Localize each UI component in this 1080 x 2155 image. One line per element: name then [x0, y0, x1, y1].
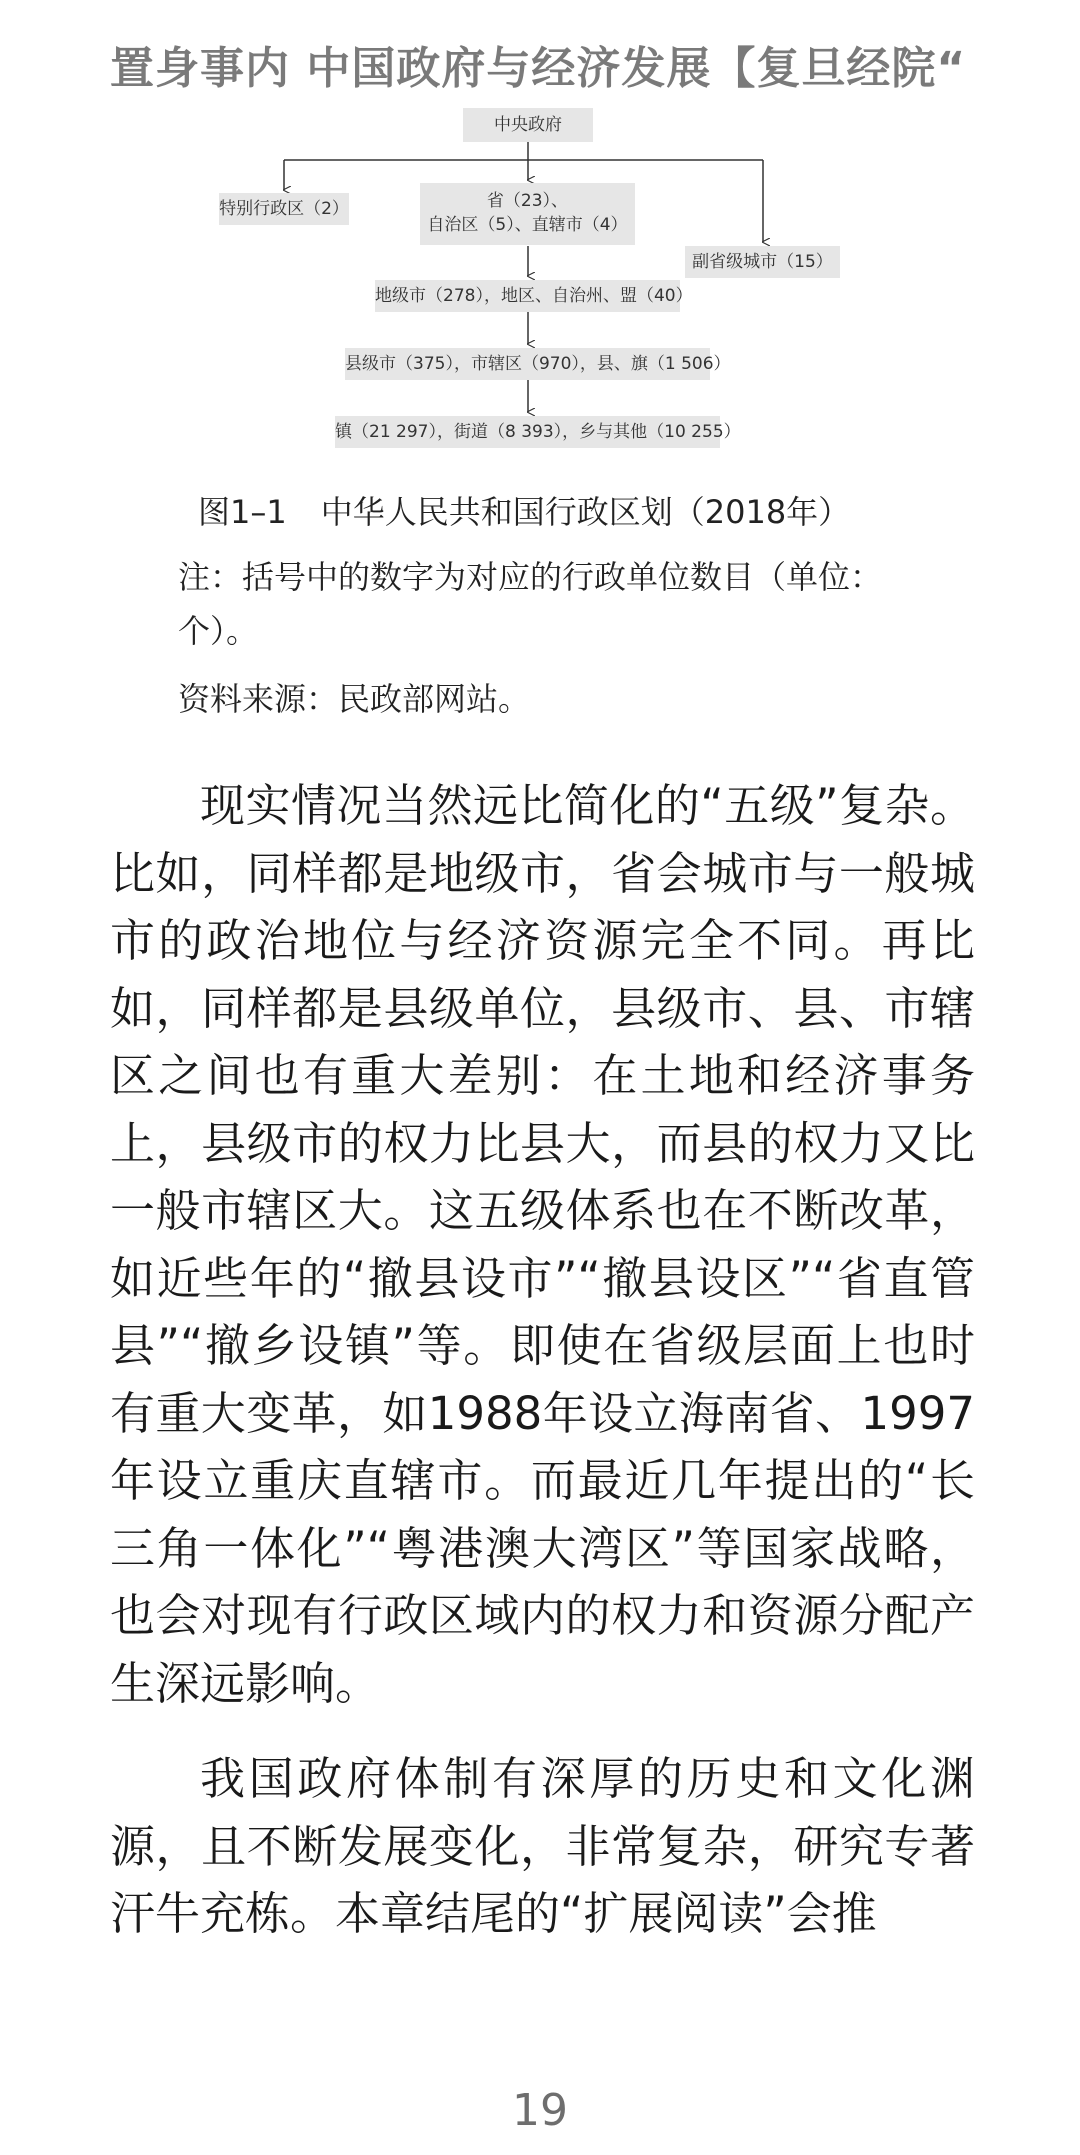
- node-central-government: 中央政府: [463, 108, 593, 142]
- administrative-divisions-diagram: [200, 100, 860, 460]
- node-subprovincial-city: 副省级城市（15）: [685, 246, 840, 278]
- node-province-line2: 自治区（5）、直辖市（4）: [427, 215, 628, 235]
- body-paragraph: 我国政府体制有深厚的历史和文化渊源，且不断发展变化，非常复杂，研究专著汗牛充栋。本章结尾的“扩展阅读”会推: [110, 1752, 975, 1940]
- figure-note: 注：括号中的数字为对应的行政单位数目（单位：个）。: [178, 558, 883, 650]
- page-number: 19: [512, 2085, 568, 2136]
- node-province-line1: 省（23）、: [486, 191, 569, 211]
- node-town: 镇（21 297），街道（8 393），乡与其他（10 255）: [335, 416, 720, 448]
- body-paragraph: 现实情况当然远比简化的“五级”复杂。比如，同样都是地级市，省会城市与一般城市的政治地位与经济资源完全不同。再比如，同样都是县级单位，县级市、县、市辖区之间也有重大差别：在土地和经济事务上，县级市的权力比县大，而县的权力又比一般市辖区大。这五级体系也在不断改革，如近些年的“撤县设市”“撤县设区”“省直管县”“撤乡设镇”等。即使在省级层面上也时有重大变革，如1988年设立海南省、1997年设立重庆直辖市。而最近几年提出的“长三角一体化”“粤港澳大湾区”等国家战略，也会对现有行政区域内的权力和资源分配产生深远影响。: [110, 779, 975, 1710]
- figure-caption: [198, 487, 850, 533]
- figure-title: 中华人民共和国行政区划（2018年）: [320, 493, 851, 531]
- figure-number: 图1–1: [198, 493, 287, 531]
- book-title: 置身事内 中国政府与经济发展【复旦经院“: [110, 43, 967, 94]
- node-county: 县级市（375），市辖区（970），县、旗（1 506）: [345, 348, 710, 380]
- node-prefecture: 地级市（278），地区、自治州、盟（40）: [375, 280, 680, 312]
- node-province: [420, 183, 635, 245]
- figure-source: 资料来源：民政部网站。: [178, 680, 531, 718]
- node-special-administrative-region: 特别行政区（2）: [219, 193, 349, 225]
